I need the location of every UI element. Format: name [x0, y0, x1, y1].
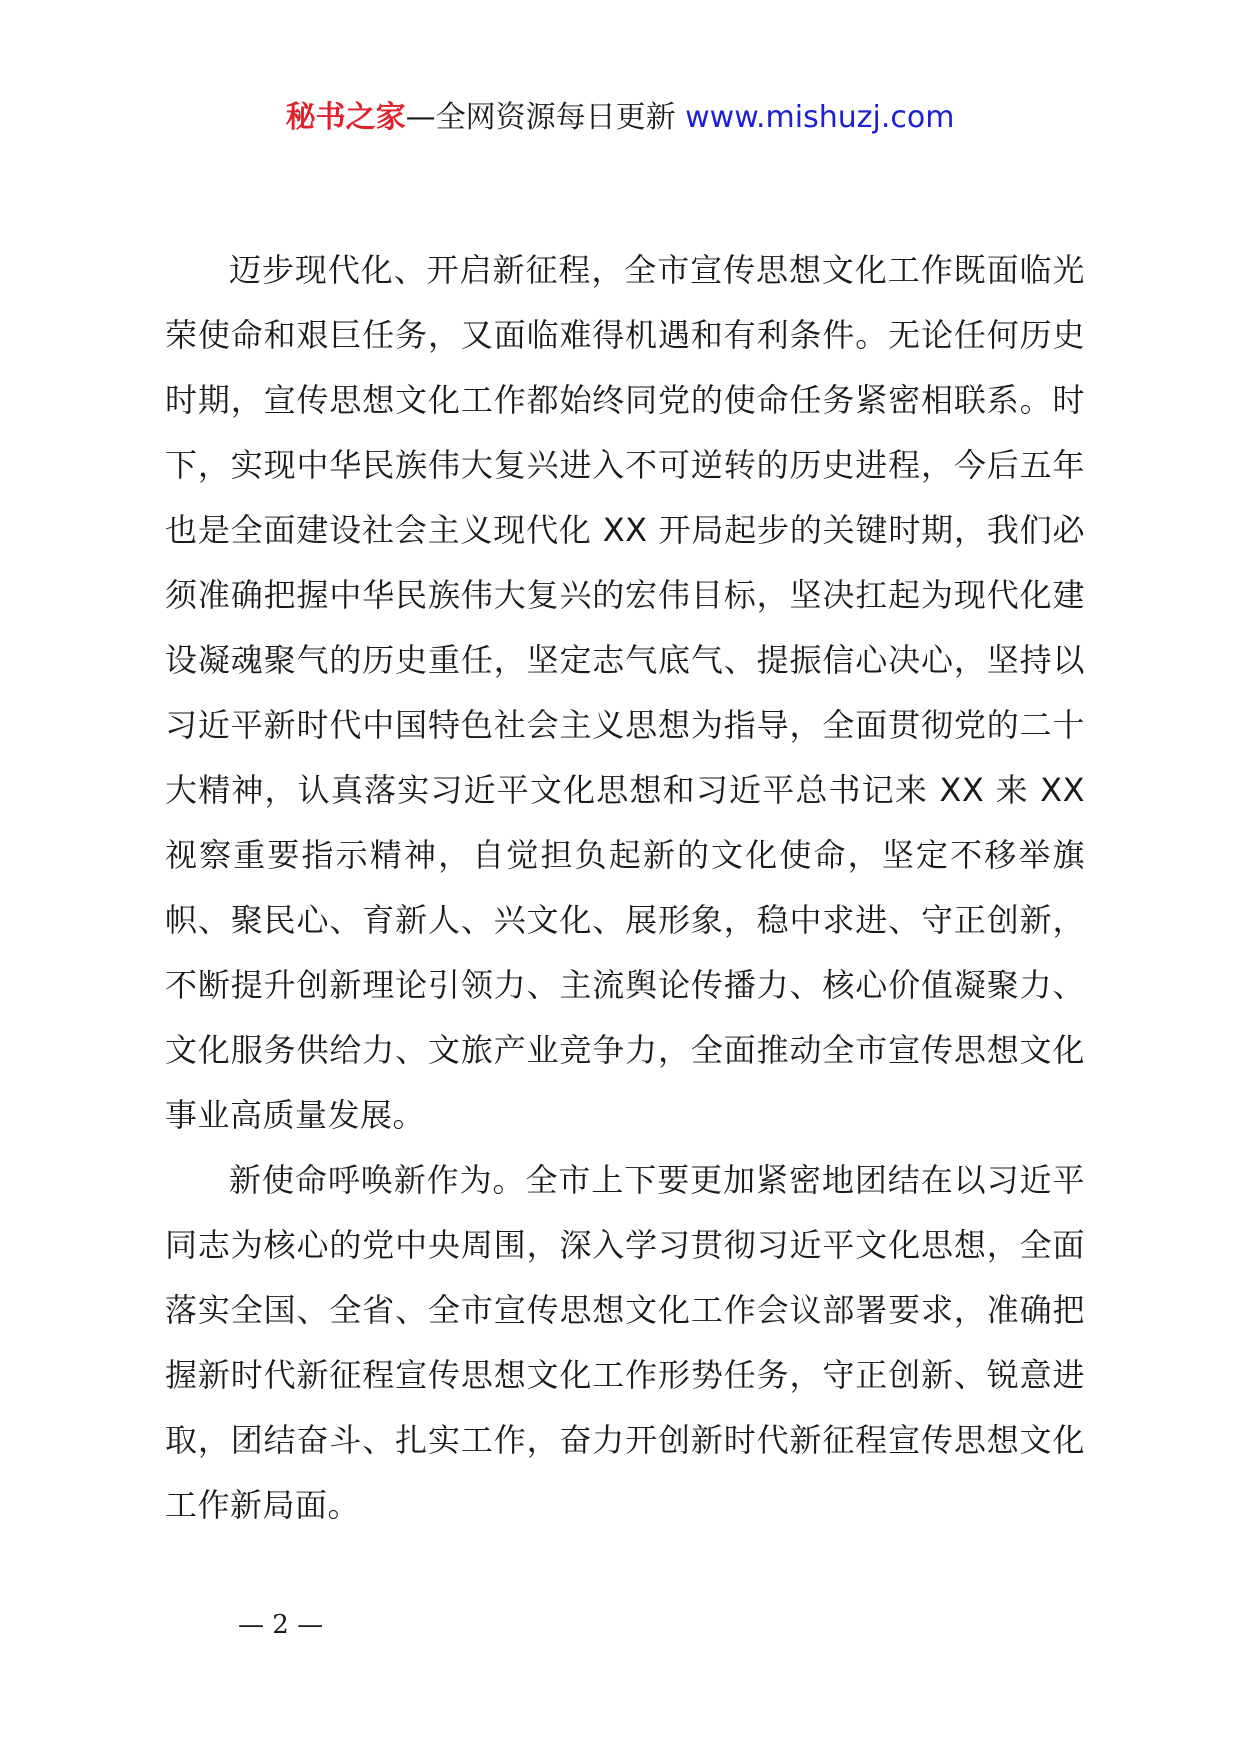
body-paragraph-2: 新使命呼唤新作为。全市上下要更加紧密地团结在以习近平同志为核心的党中央周围，深入学习贯彻习近平文化思想，全面落实全国、全省、全市宣传思想文化工作会议部署要求，准确把握新时代新征程宣传思想文化工作形势任务，守正创新、锐意进取，团结奋斗、扎实工作，奋力开创新时代新征程宣传思想文化工作新局面。	[165, 1161, 1085, 1524]
header-tagline: —全网资源每日更新	[405, 100, 676, 135]
document-body	[165, 238, 1085, 1538]
site-url-link[interactable]: www.mishuzj.com	[685, 100, 955, 135]
site-header	[0, 98, 1240, 138]
body-paragraph-1: 迈步现代化、开启新征程，全市宣传思想文化工作既面临光荣使命和艰巨任务，又面临难得机遇和有利条件。无论任何历史时期，宣传思想文化工作都始终同党的使命任务紧密相联系。时下，实现中华民族伟大复兴进入不可逆转的历史进程，今后五年也是全面建设社会主义现代化 XX 开局起步的关键时期，我们必须准确把握中华民族伟大复兴的宏伟目标，坚决扛起为现代化建设凝魂聚气的历史重任，坚定志气底气、提振信心决心，坚持以习近平新时代中国特色社会主义思想为指导，全面贯彻党的二十大精神，认真落实习近平文化思想和习近平总书记来 XX 来 XX 视察重要指示精神，自觉担负起新的文化使命，坚定不移举旗帜、聚民心、育新人、兴文化、展形象，稳中求进、守正创新，不断提升创新理论引领力、主流舆论传播力、核心价值凝聚力、文化服务供给力、文旅产业竞争力，全面推动全市宣传思想文化事业高质量发展。	[165, 251, 1085, 1134]
page-number: — 2 —	[238, 1610, 324, 1640]
brand-name: 秘书之家	[285, 100, 406, 135]
